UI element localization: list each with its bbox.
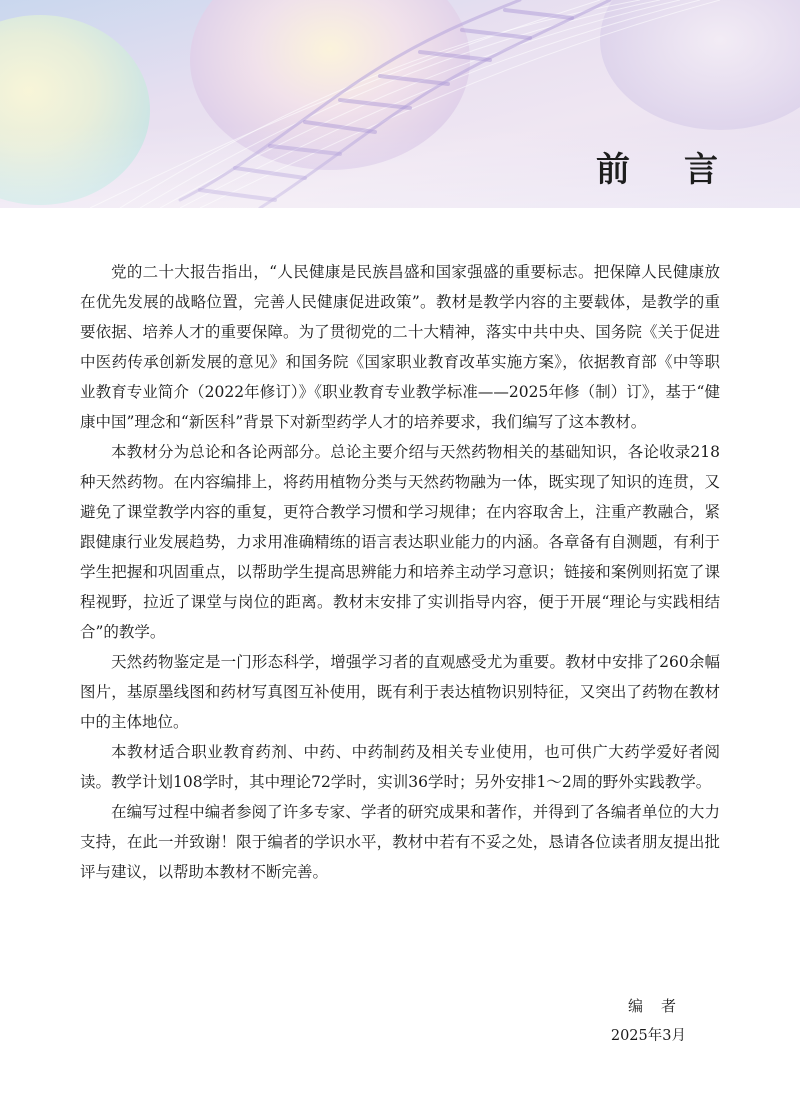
header-banner [0, 0, 800, 208]
preface-body [80, 257, 720, 887]
author-signature: 编者 [627, 997, 694, 1015]
publish-date: 2025年3月 [610, 1028, 686, 1044]
paragraph: 党的二十大报告指出，“人民健康是民族昌盛和国家强盛的重要标志。把保障人民健康放在优先发展的战略位置，完善人民健康促进政策”。教材是教学内容的主要载体，是教学的重要依据、培养人才的重要保障。为了贯彻党的二十大精神，落实中共中央、国务院《关于促进中医药传承创新发展的意见》和国务院《国家职业教育改革实施方案》，依据教育部《中等职业教育专业简介（2022年修订）》《职业教育专业教学标准——2025年修（制）订》，基于“健康中国”理念和“新医科”背景下对新型药学人才的培养要求，我们编写了这本教材。 [80, 263, 720, 431]
paragraph: 本教材分为总论和各论两部分。总论主要介绍与天然药物相关的基础知识，各论收录218种天然药物。在内容编排上，将药用植物分类与天然药物融为一体，既实现了知识的连贯，又避免了课堂教学内容的重复，更符合教学习惯和学习规律；在内容取舍上，注重产教融合，紧跟健康行业发展趋势，力求用准确精练的语言表达职业能力的内涵。各章备有自测题，有利于学生把握和巩固重点，以帮助学生提高思辨能力和培养主动学习意识；链接和案例则拓宽了课程视野，拉近了课堂与岗位的距离。教材末安排了实训指导内容，便于开展“理论与实践相结合”的教学。 [80, 443, 720, 641]
paragraph: 天然药物鉴定是一门形态科学，增强学习者的直观感受尤为重要。教材中安排了260余幅图片，基原墨线图和药材写真图互补使用，既有利于表达植物识别特征，又突出了药物在教材中的主体地位。 [80, 653, 720, 731]
paragraph: 在编写过程中编者参阅了许多专家、学者的研究成果和著作，并得到了各编者单位的大力支持，在此一并致谢！限于编者的学识水平，教材中若有不妥之处，恳请各位读者朋友提出批评与建议，以帮助本教材不断完善。 [80, 803, 720, 881]
paragraph: 本教材适合职业教育药剂、中药、中药制药及相关专业使用，也可供广大药学爱好者阅读。教学计划108学时，其中理论72学时，实训36学时；另外安排1～2周的野外实践教学。 [80, 743, 720, 791]
page-title: 前言 [596, 150, 772, 190]
